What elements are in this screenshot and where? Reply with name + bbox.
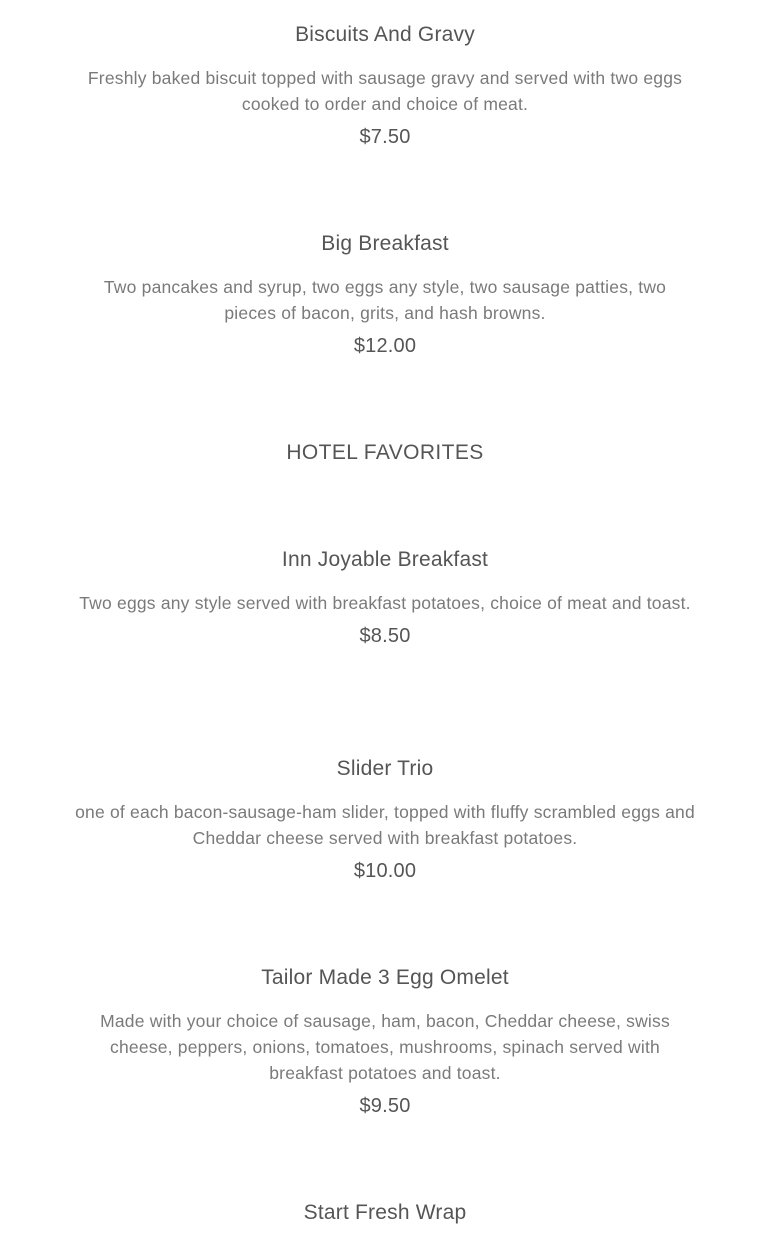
menu-item-price: $10.00: [353, 860, 417, 882]
menu-item: [0, 547, 770, 649]
menu-item-name: Big Breakfast: [321, 232, 449, 255]
menu-item-description: Made with your choice of sausage, ham, bacon, Cheddar cheese, swiss cheese, peppers, onions, tomatoes, mushrooms, spinach served with breakfast potatoes and toast.: [100, 1011, 670, 1083]
menu-item-price: $7.50: [359, 126, 411, 148]
menu-item-price: $9.50: [359, 1095, 411, 1117]
menu-item-name: Inn Joyable Breakfast: [281, 548, 489, 571]
menu-item-name: Biscuits And Gravy: [295, 23, 475, 46]
menu-item-price: $12.00: [353, 335, 417, 357]
menu-item-price: $8.50: [359, 625, 411, 647]
menu-item-description: Freshly baked biscuit topped with sausage gravy and served with two eggs cooked to order and choice of meat.: [87, 68, 683, 114]
menu-item: [0, 231, 770, 359]
menu-item-description: one of each bacon-sausage-ham slider, topped with fluffy scrambled eggs and Cheddar cheese served with breakfast potatoes.: [75, 802, 695, 848]
menu-item-description: Two pancakes and syrup, two eggs any style, two sausage patties, two pieces of bacon, grits, and hash browns.: [103, 277, 667, 323]
menu-item-name: Start Fresh Wrap: [303, 1201, 467, 1224]
menu-item: [0, 756, 770, 884]
menu-item-description: Two eggs any style served with breakfast potatoes, choice of meat and toast.: [79, 593, 691, 613]
menu-item: [0, 1200, 770, 1226]
menu-item: [0, 965, 770, 1119]
menu-item: [0, 22, 770, 150]
menu-item-name: Slider Trio: [336, 757, 434, 780]
section-title: HOTEL FAVORITES: [286, 441, 484, 464]
menu-item-name: Tailor Made 3 Egg Omelet: [261, 966, 509, 989]
